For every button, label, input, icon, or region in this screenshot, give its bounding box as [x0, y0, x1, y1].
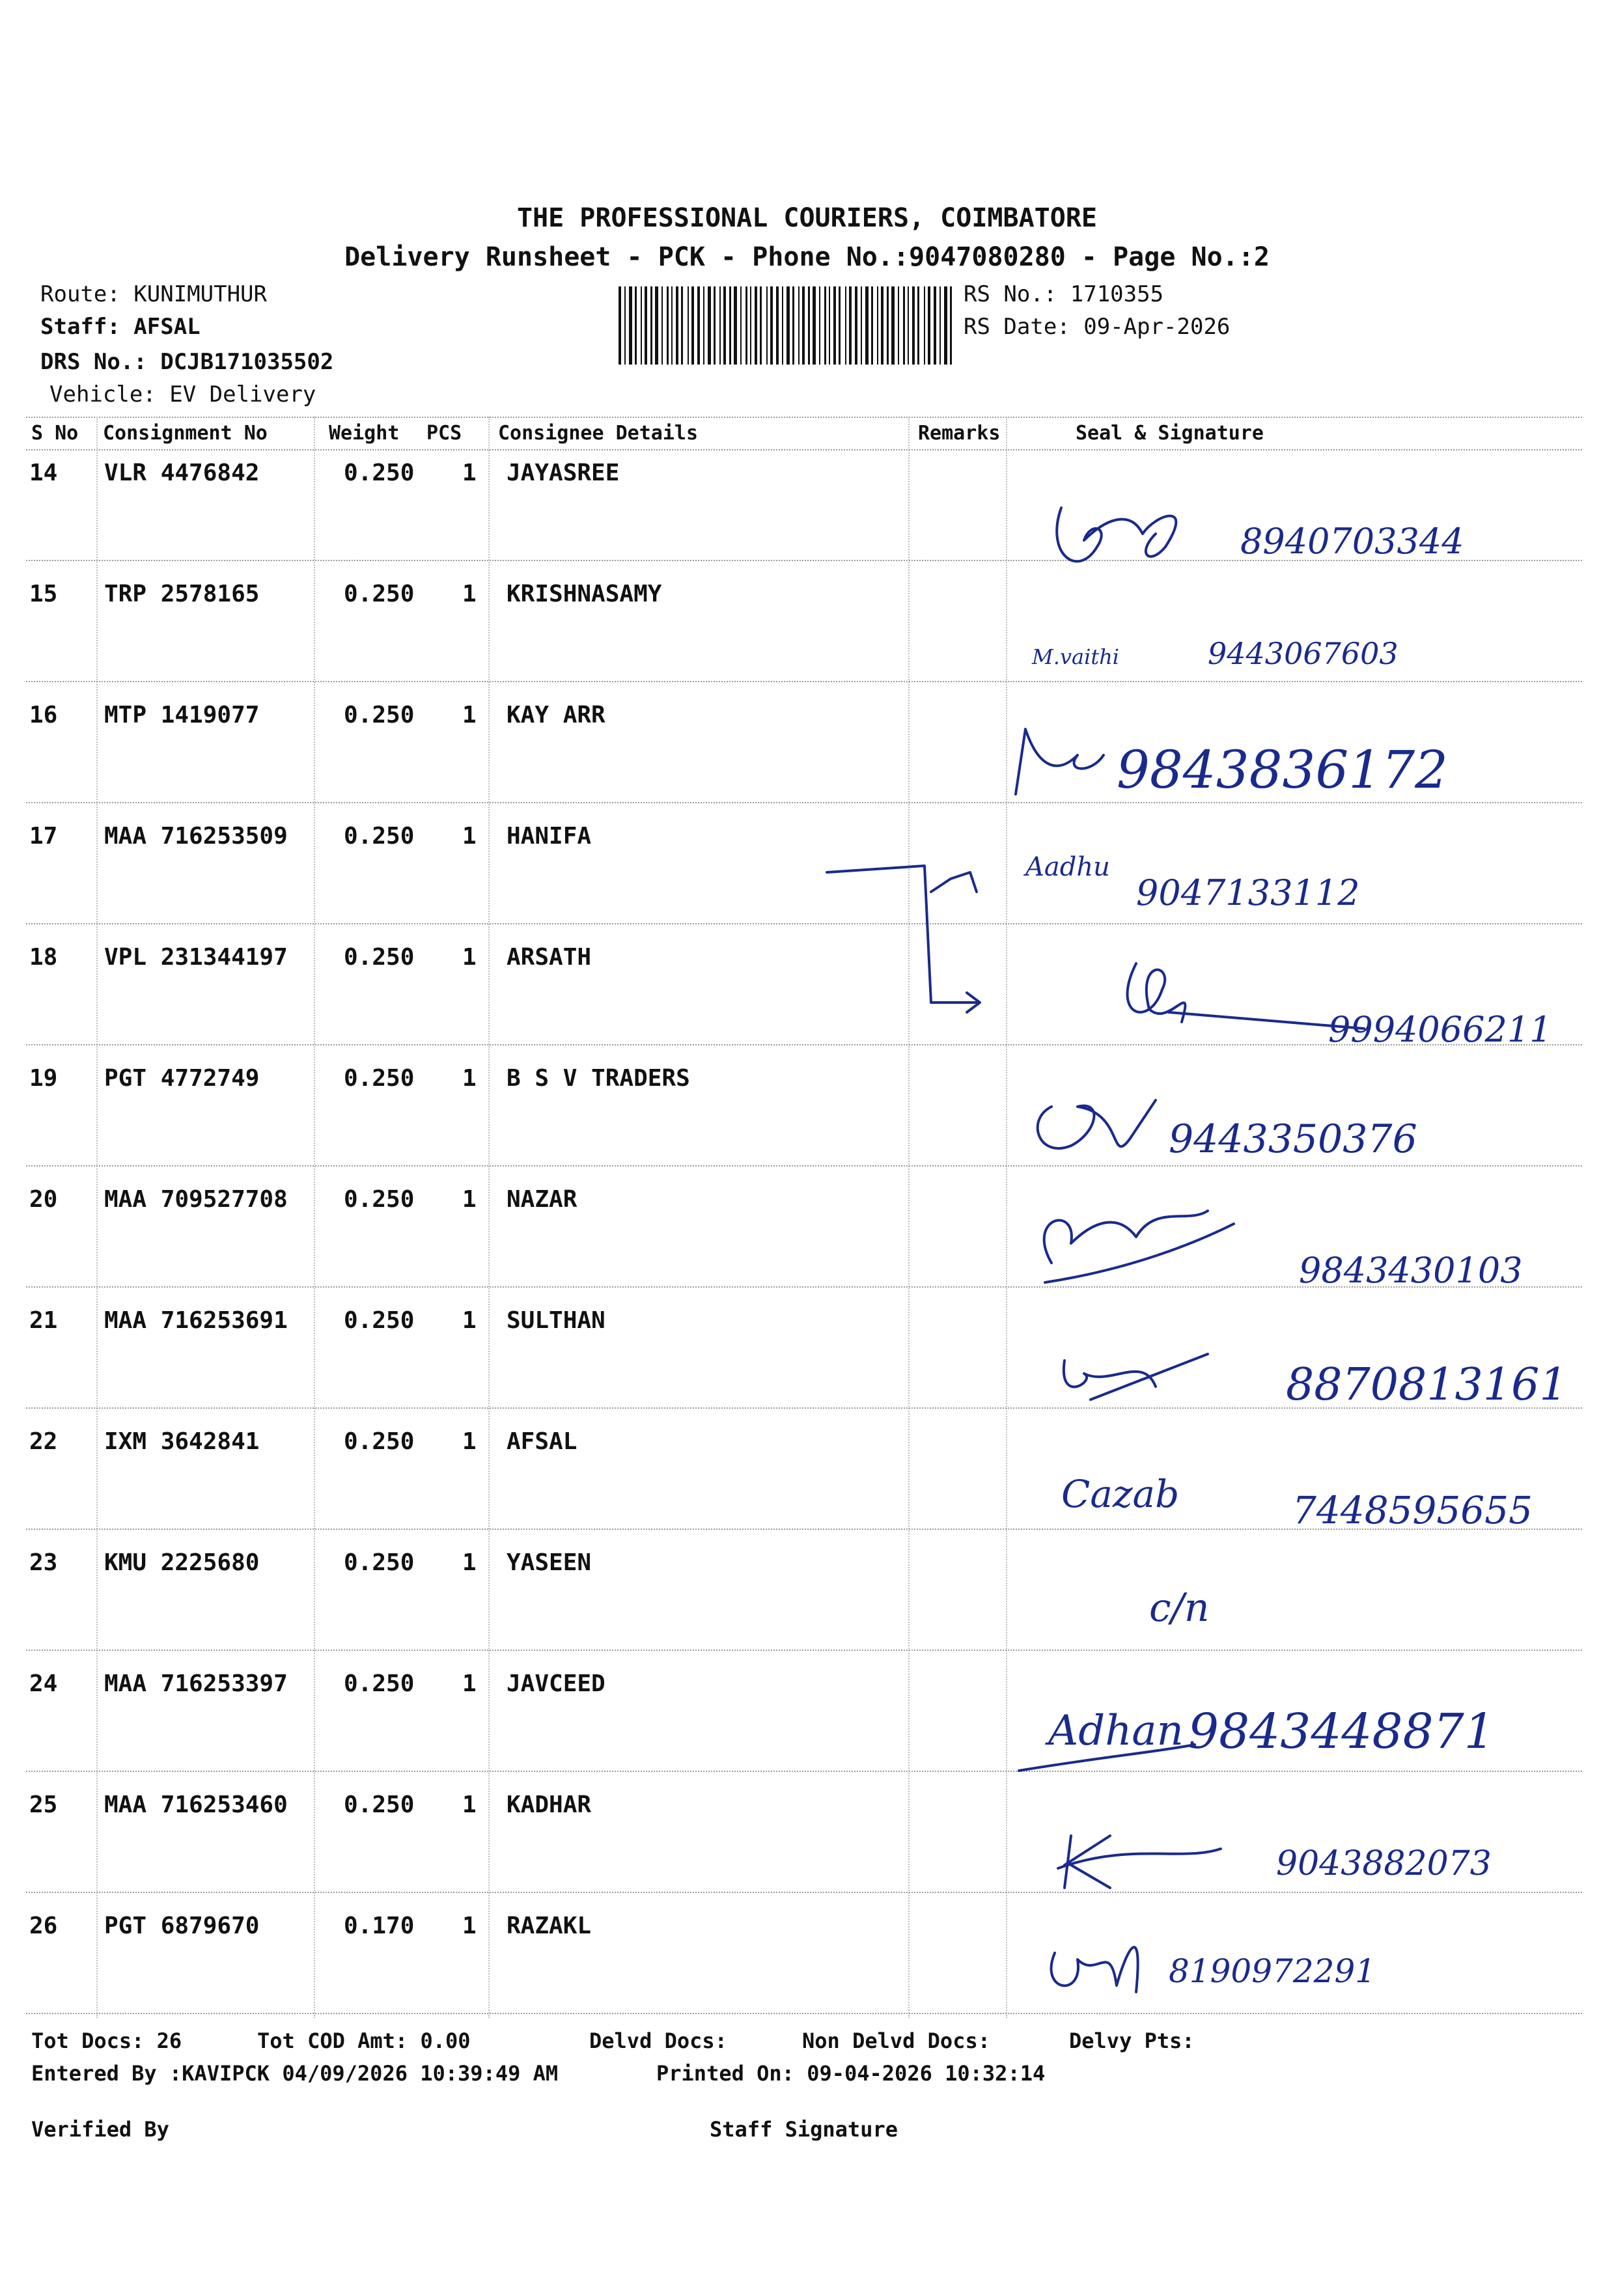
row-sno: 16: [29, 702, 58, 728]
row-consignment-no: VLR 4476842: [104, 460, 260, 486]
row-consignment-no: KMU 2225680: [104, 1549, 260, 1576]
column-divider: [488, 417, 490, 2018]
row-sno: 18: [29, 944, 58, 971]
row-consignment-no: MTP 1419077: [104, 702, 260, 728]
row-weight: 0.250: [344, 1428, 415, 1455]
signature-phone: 8190972291: [1169, 1952, 1376, 1990]
barcode-bar: [650, 286, 652, 365]
row-weight: 0.250: [344, 1791, 415, 1818]
barcode-bar: [708, 286, 711, 365]
column-divider: [314, 417, 315, 2018]
col-consignee: Consignee Details: [498, 422, 699, 445]
row-consignee: HANIFA: [507, 823, 592, 850]
signature-phone: 8870813161: [1286, 1359, 1568, 1411]
barcode-bar: [917, 286, 919, 365]
row-weight: 0.250: [344, 581, 415, 607]
barcode-bar: [645, 286, 647, 365]
barcode-bar: [808, 286, 810, 365]
barcode-bar: [740, 286, 742, 365]
staff-signature: Staff Signature: [710, 2117, 898, 2142]
col-sno: S No: [31, 422, 79, 445]
barcode-bar: [903, 286, 905, 365]
row-weight: 0.250: [344, 1307, 415, 1334]
row-rule: [26, 2013, 1582, 2014]
signature-row-21: [999, 1328, 1585, 1439]
barcode-bar: [697, 286, 700, 365]
row-sno: 26: [29, 1913, 58, 1939]
barcode-bar: [745, 286, 747, 365]
row-consignment-no: IXM 3642841: [104, 1428, 260, 1455]
row-pcs: 1: [462, 823, 477, 850]
barcode-bar: [661, 286, 663, 365]
barcode-bar: [845, 286, 846, 365]
barcode-bar: [755, 286, 757, 365]
barcode-bar: [750, 286, 751, 365]
signature-row-24: [999, 1673, 1585, 1784]
signature-name: M.vaithi: [1032, 644, 1120, 669]
barcode-bar: [861, 286, 862, 365]
barcode-bar: [691, 286, 694, 365]
barcode-bar: [798, 286, 800, 365]
barcode-bar: [786, 286, 790, 365]
handwritten-arrow-mark: [820, 853, 1016, 1022]
signature-row-15: [999, 605, 1585, 716]
barcode-bar: [723, 286, 726, 365]
barcode-bar: [760, 286, 762, 365]
total-cod-amount: Tot COD Amt: 0.00: [257, 2028, 471, 2053]
barcode-bar: [908, 286, 909, 365]
signature-phone: 8940703344: [1240, 521, 1464, 562]
barcode-bar: [891, 286, 895, 365]
row-consignment-no: MAA 716253460: [104, 1791, 288, 1818]
row-consignee: B S V TRADERS: [507, 1065, 690, 1092]
row-consignee: SULTHAN: [507, 1307, 605, 1334]
signature-name: Aadhu: [1025, 852, 1110, 882]
barcode-bar: [635, 286, 637, 365]
barcode-bar: [881, 286, 884, 365]
col-weight: Weight: [329, 422, 400, 445]
printed-on: Printed On: 09-04-2026 10:32:14: [656, 2061, 1046, 2086]
row-sno: 15: [29, 581, 58, 607]
barcode-bar: [676, 286, 678, 365]
table-header-rule: [26, 449, 1582, 450]
runsheet-subtitle: Delivery Runsheet - PCK - Phone No.:9047080280 - Page No.:2: [344, 242, 1270, 272]
row-weight: 0.250: [344, 1670, 415, 1697]
barcode-bar: [829, 286, 830, 365]
signature-phone: 9843836172: [1117, 740, 1448, 800]
row-sno: 21: [29, 1307, 58, 1334]
row-weight: 0.250: [344, 823, 415, 850]
signature-row-18: [999, 937, 1585, 1048]
barcode-bar: [924, 286, 925, 365]
row-weight: 0.250: [344, 702, 415, 728]
row-consignment-no: MAA 716253397: [104, 1670, 288, 1697]
barcode-bar: [655, 286, 658, 365]
total-docs: Tot Docs: 26: [31, 2028, 182, 2053]
row-pcs: 1: [462, 460, 477, 486]
signature-row-20: [999, 1185, 1585, 1295]
signature-row-19: [999, 1068, 1585, 1178]
row-pcs: 1: [462, 1186, 477, 1213]
row-consignee: KAY ARR: [507, 702, 605, 728]
barcode-bar: [944, 286, 947, 365]
row-consignment-no: MAA 716253691: [104, 1307, 288, 1334]
barcode-bar: [624, 286, 626, 365]
row-weight: 0.250: [344, 944, 415, 971]
signature-row-16: [999, 710, 1585, 820]
row-consignee: NAZAR: [507, 1186, 577, 1213]
signature-row-22: [999, 1445, 1585, 1556]
barcode-bar: [898, 286, 899, 365]
barcode-bar: [619, 286, 621, 365]
signature-phone: 9443067603: [1208, 636, 1398, 671]
signature-phone: 9443350376: [1169, 1116, 1417, 1162]
entered-by: Entered By :KAVIPCK 04/09/2026 10:39:49 AM: [31, 2061, 559, 2086]
barcode-bar: [833, 286, 836, 365]
table-top-rule: [26, 417, 1582, 418]
column-divider: [96, 417, 98, 2018]
barcode-bar: [939, 286, 941, 365]
col-pcs: PCS: [426, 422, 462, 445]
drs-number: DRS No.: DCJB171035502: [40, 349, 334, 375]
row-sno: 19: [29, 1065, 58, 1092]
col-consignment: Consignment No: [103, 422, 268, 445]
signature-row-26: [999, 1901, 1585, 2012]
signature-name: Cazab: [1061, 1472, 1180, 1516]
barcode-bar: [855, 286, 857, 365]
col-seal-signature: Seal & Signature: [1076, 422, 1264, 445]
barcode-bar: [688, 286, 689, 365]
barcode-bar: [782, 286, 783, 365]
barcode-bar: [667, 286, 669, 365]
row-consignment-no: TRP 2578165: [104, 581, 260, 607]
row-consignee: KRISHNASAMY: [507, 581, 662, 607]
row-consignee: AFSAL: [507, 1428, 577, 1455]
signature-row-25: [999, 1803, 1585, 1914]
barcode-bar: [887, 286, 889, 365]
row-pcs: 1: [462, 1428, 477, 1455]
row-weight: 0.250: [344, 1065, 415, 1092]
delivery-points: Delvy Pts:: [1069, 2028, 1195, 2053]
barcode-bar: [681, 286, 683, 365]
barcode-bar: [912, 286, 915, 365]
verified-by: Verified By: [31, 2117, 169, 2142]
barcode-bar: [865, 286, 869, 365]
barcode-bar: [714, 286, 716, 365]
signature-phone: 9043882073: [1276, 1844, 1492, 1883]
barcode-bar: [766, 286, 768, 365]
row-sno: 23: [29, 1549, 58, 1576]
barcode-bar: [719, 286, 721, 365]
column-divider: [908, 417, 910, 2018]
signature-row-17: [999, 833, 1585, 944]
barcode-bar: [928, 286, 930, 365]
row-pcs: 1: [462, 1670, 477, 1697]
row-sno: 25: [29, 1791, 58, 1818]
row-sno: 17: [29, 823, 58, 850]
row-consignee: KADHAR: [507, 1791, 592, 1818]
row-consignment-no: MAA 716253509: [104, 823, 288, 850]
row-pcs: 1: [462, 702, 477, 728]
row-sno: 24: [29, 1670, 58, 1697]
row-sno: 22: [29, 1428, 58, 1455]
row-pcs: 1: [462, 1065, 477, 1092]
barcode-bar: [641, 286, 642, 365]
row-consignee: YASEEN: [507, 1549, 592, 1576]
signature-phone: 9047133112: [1136, 872, 1360, 913]
row-pcs: 1: [462, 1549, 477, 1576]
signature-name: Adhan: [1048, 1707, 1184, 1755]
barcode-bar: [792, 286, 794, 365]
barcode-bar: [950, 286, 952, 365]
row-pcs: 1: [462, 944, 477, 971]
barcode-bar: [839, 286, 841, 365]
signature-phone: 9843448871: [1188, 1704, 1495, 1760]
staff-label: Staff: AFSAL: [40, 314, 201, 340]
barcode-bar: [703, 286, 704, 365]
signature-row-23: [999, 1549, 1585, 1660]
row-consignment-no: PGT 4772749: [104, 1065, 260, 1092]
barcode-bar: [629, 286, 632, 365]
barcode-bar: [770, 286, 773, 365]
row-consignment-no: MAA 709527708: [104, 1186, 288, 1213]
row-weight: 0.250: [344, 460, 415, 486]
signature-row-14: [999, 482, 1585, 592]
route-label: Route: KUNIMUTHUR: [40, 281, 267, 307]
barcode-bar: [671, 286, 673, 365]
barcode-bar: [802, 286, 805, 365]
row-consignee: JAYASREE: [507, 460, 620, 486]
row-consignee: ARSATH: [507, 944, 592, 971]
row-weight: 0.250: [344, 1186, 415, 1213]
row-weight: 0.250: [344, 1549, 415, 1576]
barcode-bar: [849, 286, 852, 365]
vehicle-label: Vehicle: EV Delivery: [49, 381, 316, 408]
col-remarks: Remarks: [918, 422, 1001, 445]
barcode-bar: [934, 286, 936, 365]
company-title: THE PROFESSIONAL COURIERS, COIMBATORE: [516, 203, 1098, 233]
non-delivered-docs: Non Delvd Docs:: [802, 2028, 990, 2053]
barcode-bar: [819, 286, 820, 365]
row-pcs: 1: [462, 1791, 477, 1818]
barcode-bar: [877, 286, 878, 365]
delivered-docs: Delvd Docs:: [589, 2028, 727, 2053]
barcode-bar: [813, 286, 816, 365]
row-pcs: 1: [462, 1307, 477, 1334]
rs-date: RS Date: 09-Apr-2026: [964, 314, 1231, 340]
signature-phone: 9843430103: [1299, 1250, 1523, 1291]
rs-number: RS No.: 1710355: [964, 281, 1164, 307]
barcode-bar: [871, 286, 873, 365]
row-pcs: 1: [462, 581, 477, 607]
signature-phone: 9994066211: [1328, 1009, 1552, 1050]
row-pcs: 1: [462, 1913, 477, 1939]
row-sno: 20: [29, 1186, 58, 1213]
barcode-bar: [729, 286, 731, 365]
signature-note: c/n: [1149, 1585, 1210, 1631]
row-consignee: JAVCEED: [507, 1670, 605, 1697]
row-consignee: RAZAKL: [507, 1913, 592, 1939]
row-consignment-no: PGT 6879670: [104, 1913, 260, 1939]
barcode-bar: [776, 286, 779, 365]
barcode-bar: [824, 286, 826, 365]
signature-phone: 7448595655: [1292, 1488, 1533, 1532]
row-consignment-no: VPL 231344197: [104, 944, 288, 971]
row-sno: 14: [29, 460, 58, 486]
barcode: [619, 286, 957, 365]
row-weight: 0.170: [344, 1913, 415, 1939]
barcode-bar: [734, 286, 737, 365]
